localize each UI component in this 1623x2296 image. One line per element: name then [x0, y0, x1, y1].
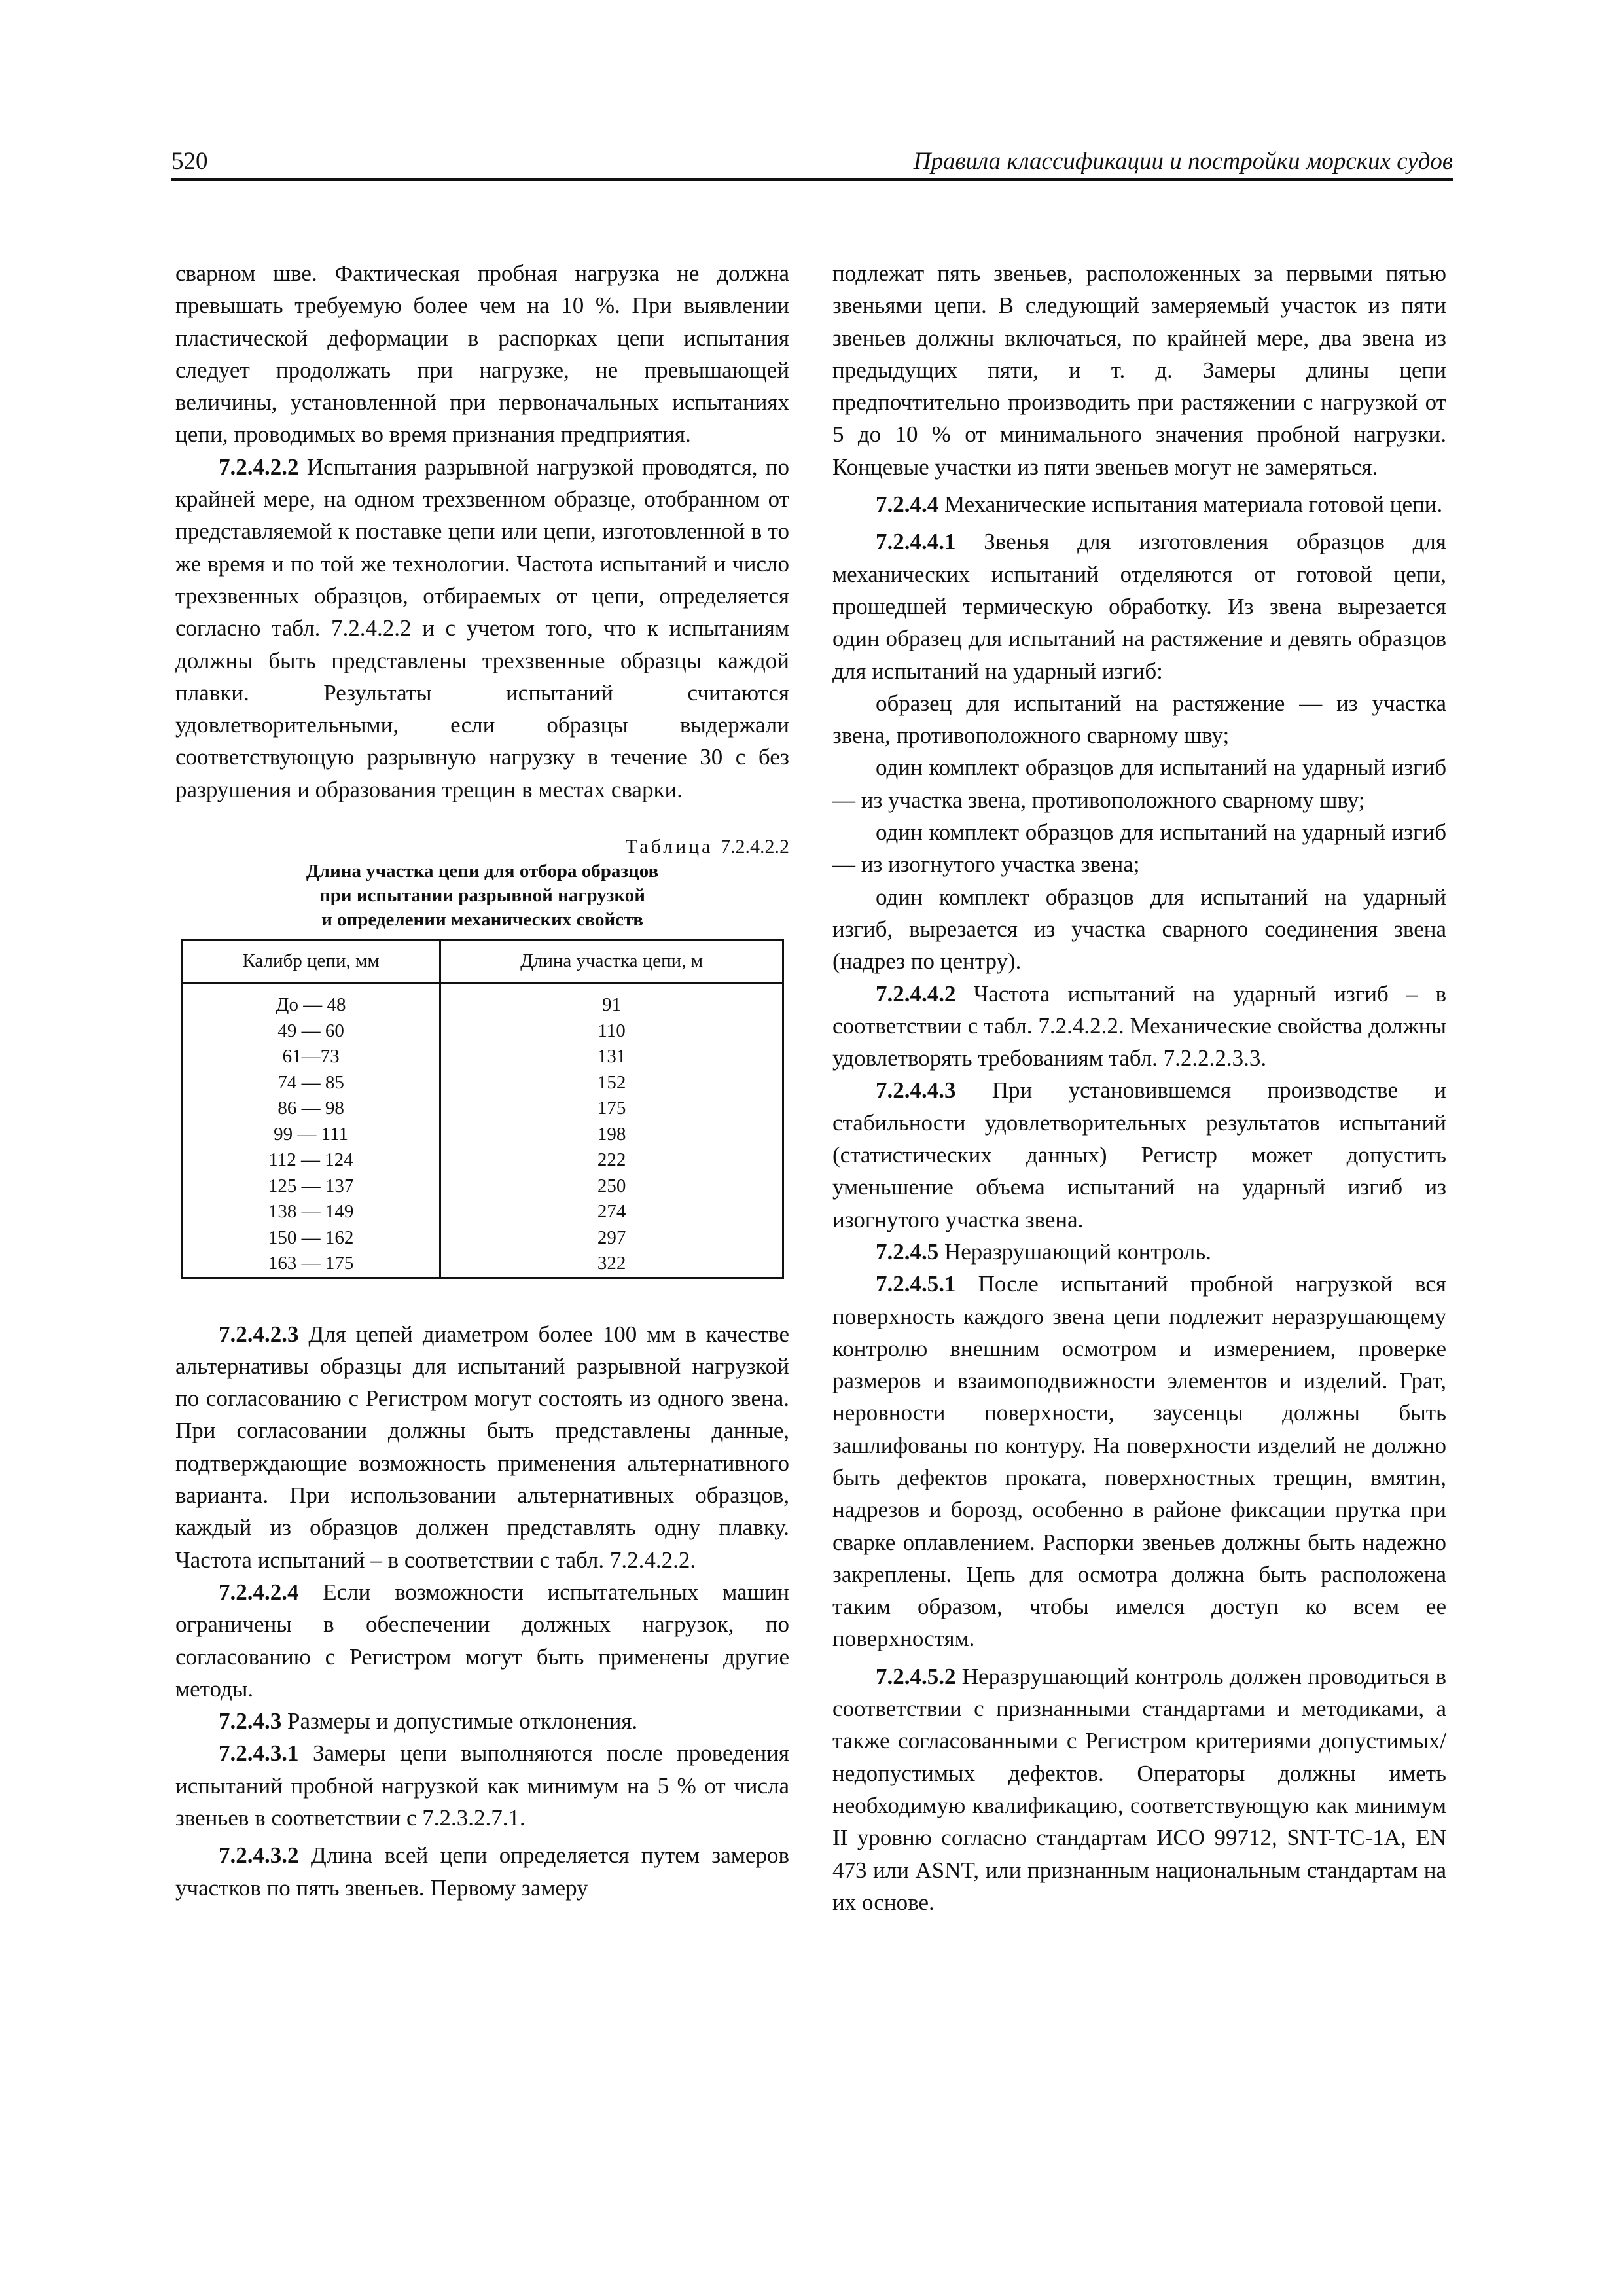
cell-caliber: 86 — 98	[182, 1096, 440, 1122]
table-label: Таблица 7.2.4.2.2	[625, 836, 789, 858]
cell-caliber: 61—73	[182, 1044, 440, 1070]
table-row	[182, 1122, 783, 1148]
table-row	[182, 1096, 783, 1122]
cell-length: 297	[440, 1225, 783, 1251]
section-number: 7.2.4.4	[876, 492, 939, 518]
paragraph: сварном шве. Фактическая пробная нагрузка не должна превышать требуемую более чем на 10 %. При выявлении пластической деформации в распорках цепи испытания следует продолжать при нагрузке, не превышающей величины, установленной при первоначальных испытаниях цепи, проводимых во время признания предприятия.	[175, 260, 789, 448]
cell-caliber: 125 — 137	[182, 1174, 440, 1200]
table-row	[182, 1044, 783, 1070]
paragraph-7-2-4-2-3: 7.2.4.2.3 Для цепей диаметром более 100 мм в качестве альтернативы образцы для испытаний разрывной нагрузкой по согласованию с Регистром могут состоять из одного звена. При согласовании должны быть представлены данные, подтверждающие возможность применения альтернативного варианта. При использовании альтернативных образцов, каждый из образцов должен представлять одну плавку. Частота испытаний – в соответствии с табл. 7.2.4.2.2.	[175, 1321, 789, 1573]
table-block	[175, 834, 789, 1279]
page-number: 520	[171, 148, 208, 175]
section-number: 7.2.4.5.1	[876, 1271, 956, 1297]
table-row	[182, 1070, 783, 1096]
paragraph-7-2-4-3-1: 7.2.4.3.1 Замеры цепи выполняются после проведения испытаний пробной нагрузкой как минимум на 5 % от числа звеньев в соответствии с 7.2.3.2.7.1.	[175, 1740, 789, 1831]
left-column	[175, 257, 789, 1904]
section-number: 7.2.4.4.1	[876, 529, 956, 555]
section-number: 7.2.4.2.4	[219, 1579, 299, 1605]
cell-length: 198	[440, 1122, 783, 1148]
paragraph-7-2-4-3: 7.2.4.3 Размеры и допустимые отклонения.	[219, 1708, 638, 1734]
paragraph-7-2-4-4-3: 7.2.4.4.3 При установившемся производстве и стабильности удовлетворительных результатов испытаний (статистических данных) Регистр может допустить уменьшение объема испытаний на ударный изгиб из изогнутого участка звена.	[832, 1077, 1446, 1232]
section-number: 7.2.4.5	[876, 1238, 939, 1265]
section-number: 7.2.4.2.3	[219, 1321, 299, 1347]
table-row	[182, 1199, 783, 1225]
list-item: один комплект образцов для испытаний на ударный изгиб — из участка звена, противоположного сварному шву;	[832, 755, 1446, 813]
column-header-caliber: Калибр цепи, мм	[182, 940, 440, 984]
cell-caliber: 49 — 60	[182, 1018, 440, 1045]
cell-caliber: 138 — 149	[182, 1199, 440, 1225]
cell-caliber: 74 — 85	[182, 1070, 440, 1096]
paragraph-7-2-4-5-1: 7.2.4.5.1 После испытаний пробной нагрузкой вся поверхность каждого звена цепи подлежит неразрушающему контролю внешним осмотром и измерением, проверке размеров и взаимоподвижности элементов и изделий. Грат, неровности поверхности, заусенцы должны быть зашлифованы по контуру. На поверхности изделий не должно быть дефектов проката, поверхностных трещин, вмятин, надрезов и борозд, особенно в районе фиксации прутка при сварке оплавлением. Распорки звеньев должны быть надежно закреплены. Цепь для осмотра должна быть расположена таким образом, чтобы имелся доступ ко всем ее поверхностям.	[832, 1271, 1446, 1652]
cell-length: 131	[440, 1044, 783, 1070]
cell-caliber: 112 — 124	[182, 1147, 440, 1174]
page-header	[171, 145, 1453, 181]
table-row	[182, 1147, 783, 1174]
cell-length: 222	[440, 1147, 783, 1174]
list-item: один комплект образцов для испытаний на ударный изгиб, вырезается из участка сварного соединения звена (надрез по центру).	[832, 884, 1446, 975]
table-row	[182, 1174, 783, 1200]
paragraph: подлежат пять звеньев, расположенных за первыми пятью звеньями цепи. В следующий замеряемый участок из пяти звеньев должны включаться, по крайней мере, два звена из предыдущих пяти, и т. д. Замеры длины цепи предпочтительно производить при растяжении с нагрузкой от 5 до 10 % от минимального значения пробной нагрузки. Концевые участки из пяти звеньев могут не замеряться.	[832, 260, 1446, 480]
cell-length: 175	[440, 1096, 783, 1122]
cell-length: 110	[440, 1018, 783, 1045]
cell-caliber: 99 — 111	[182, 1122, 440, 1148]
table-row	[182, 1018, 783, 1045]
right-column	[832, 257, 1446, 1918]
section-number: 7.2.4.3.1	[219, 1740, 299, 1767]
cell-caliber: До — 48	[182, 984, 440, 1018]
paragraph-7-2-4-4-2: 7.2.4.4.2 Частота испытаний на ударный изгиб – в соответствии с табл. 7.2.4.2.2. Механические свойства должны удовлетворять требованиям табл. 7.2.2.2.3.3.	[832, 980, 1446, 1071]
paragraph-7-2-4-5: 7.2.4.5 Неразрушающий контроль.	[876, 1238, 1211, 1265]
paragraph-7-2-4-3-2: 7.2.4.3.2 Длина всей цепи определяется путем замеров участков по пять звеньев. Первому замеру	[175, 1842, 789, 1901]
section-number: 7.2.4.2.2	[219, 454, 299, 480]
running-title: Правила классификации и постройки морских судов	[913, 148, 1453, 175]
cell-length: 152	[440, 1070, 783, 1096]
table-title: Длина участка цепи для отбора образцов при испытании разрывной нагрузкой и определении механических свойств	[306, 861, 659, 931]
paragraph-7-2-4-4-1: 7.2.4.4.1 Звенья для изготовления образцов для механических испытаний отделяются от готовой цепи, прошедшей термическую обработку. Из звена вырезается один образец для испытаний на растяжение и девять образцов для испытаний на ударный изгиб:	[832, 529, 1446, 684]
table-row	[182, 984, 783, 1018]
paragraph-7-2-4-2-4: 7.2.4.2.4 Если возможности испытательных машин ограничены в обеспечении должных нагрузок, по согласованию с Регистром могут быть применены другие методы.	[175, 1579, 789, 1702]
section-number: 7.2.4.3.2	[219, 1842, 299, 1869]
column-header-length: Длина участка цепи, м	[440, 940, 783, 984]
paragraph-7-2-4-2-2: 7.2.4.2.2 Испытания разрывной нагрузкой проводятся, по крайней мере, на одном трехзвенном образце, отобранном от представляемой к поставке цепи или цепи, изготовленной в то же время и по той же технологии. Частота испытаний и число трехзвенных образцов, отбираемых от цепи, определяется согласно табл. 7.2.4.2.2 и с учетом того, что к испытаниям должны быть представлены трехзвенные образцы каждой плавки. Результаты испытаний считаются удовлетворительными, если образцы выдержали соответствующую разрывную нагрузку в течение 30 с без разрушения и образования трещин в местах сварки.	[175, 454, 789, 802]
section-number: 7.2.4.4.3	[876, 1077, 956, 1103]
section-number: 7.2.4.4.2	[876, 980, 956, 1007]
section-number: 7.2.4.5.2	[876, 1663, 956, 1689]
table-row	[182, 1225, 783, 1251]
cell-caliber: 150 — 162	[182, 1225, 440, 1251]
cell-length: 274	[440, 1199, 783, 1225]
paragraph-7-2-4-4: 7.2.4.4 Механические испытания материала готовой цепи.	[876, 492, 1443, 518]
table-row	[182, 1251, 783, 1278]
section-number: 7.2.4.3	[219, 1708, 282, 1734]
list-item: образец для испытаний на растяжение — из участка звена, противоположного сварному шву;	[832, 690, 1446, 749]
cell-length: 322	[440, 1251, 783, 1278]
chain-length-table	[181, 939, 784, 1279]
list-item: один комплект образцов для испытаний на ударный изгиб — из изогнутого участка звена;	[832, 819, 1446, 878]
cell-caliber: 163 — 175	[182, 1251, 440, 1278]
paragraph-7-2-4-5-2: 7.2.4.5.2 Неразрушающий контроль должен проводиться в соответствии с признанными стандартами и методиками, а также согласованными с Регистром критериями допустимых/недопустимых дефектов. Операторы должны иметь необходимую квалификацию, соответствующую как минимум II уровню согласно стандартам ИСО 99712, SNT-TC-1A, EN 473 или ASNT, или признанным национальным стандартам на их основе.	[832, 1663, 1446, 1915]
cell-length: 250	[440, 1174, 783, 1200]
cell-length: 91	[440, 984, 783, 1018]
